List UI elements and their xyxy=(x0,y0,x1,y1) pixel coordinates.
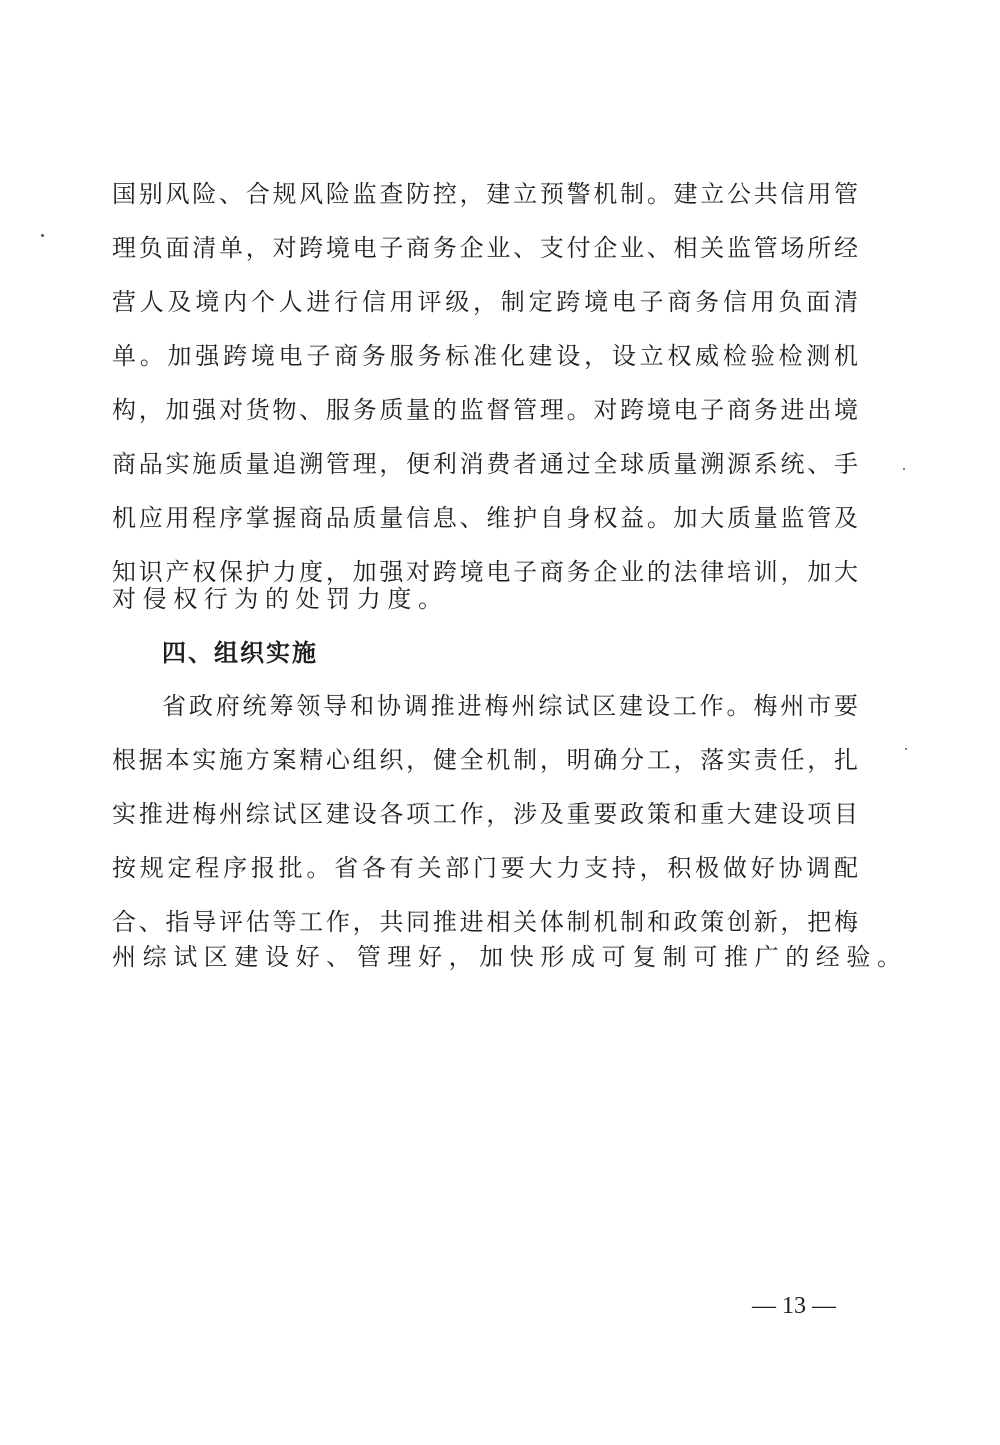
text-line: 营人及境内个人进行信用评级，制定跨境电子商务信用负面清 xyxy=(112,288,858,316)
text-line: 合、指导评估等工作，共同推进相关体制机制和政策创新，把梅 xyxy=(112,908,858,936)
text-line: 省政府统筹领导和协调推进梅州综试区建设工作。梅州市要 xyxy=(162,692,858,720)
text-line: 按规定程序报批。省各有关部门要大力支持，积极做好协调配 xyxy=(112,854,858,882)
text-line: 实推进梅州综试区建设各项工作，涉及重要政策和重大建设项目 xyxy=(112,800,858,828)
text-line: 对侵权行为的处罚力度。 xyxy=(112,585,449,613)
text-line: 国别风险、合规风险监查防控，建立预警机制。建立公共信用管 xyxy=(112,180,858,208)
text-line: 构，加强对货物、服务质量的监督管理。对跨境电子商务进出境 xyxy=(112,396,858,424)
text-line: 机应用程序掌握商品质量信息、维护自身权益。加大质量监管及 xyxy=(112,504,858,532)
text-line: 单。加强跨境电子商务服务标准化建设，设立权威检验检测机 xyxy=(112,342,858,370)
scan-speck xyxy=(903,468,905,470)
page-number: — 13 — xyxy=(752,1293,836,1319)
text-line: 州综试区建设好、管理好，加快形成可复制可推广的经验。 xyxy=(112,943,908,971)
text-line: 理负面清单，对跨境电子商务企业、支付企业、相关监管场所经 xyxy=(112,234,858,262)
text-line: 商品实施质量追溯管理，便利消费者通过全球质量溯源系统、手 xyxy=(112,450,858,478)
text-line: 知识产权保护力度，加强对跨境电子商务企业的法律培训，加大 xyxy=(112,558,858,586)
text-line: 根据本实施方案精心组织，健全机制，明确分工，落实责任，扎 xyxy=(112,746,858,774)
scan-speck xyxy=(905,748,907,750)
scan-speck xyxy=(41,234,44,237)
section-heading: 四、组织实施 xyxy=(162,639,318,667)
